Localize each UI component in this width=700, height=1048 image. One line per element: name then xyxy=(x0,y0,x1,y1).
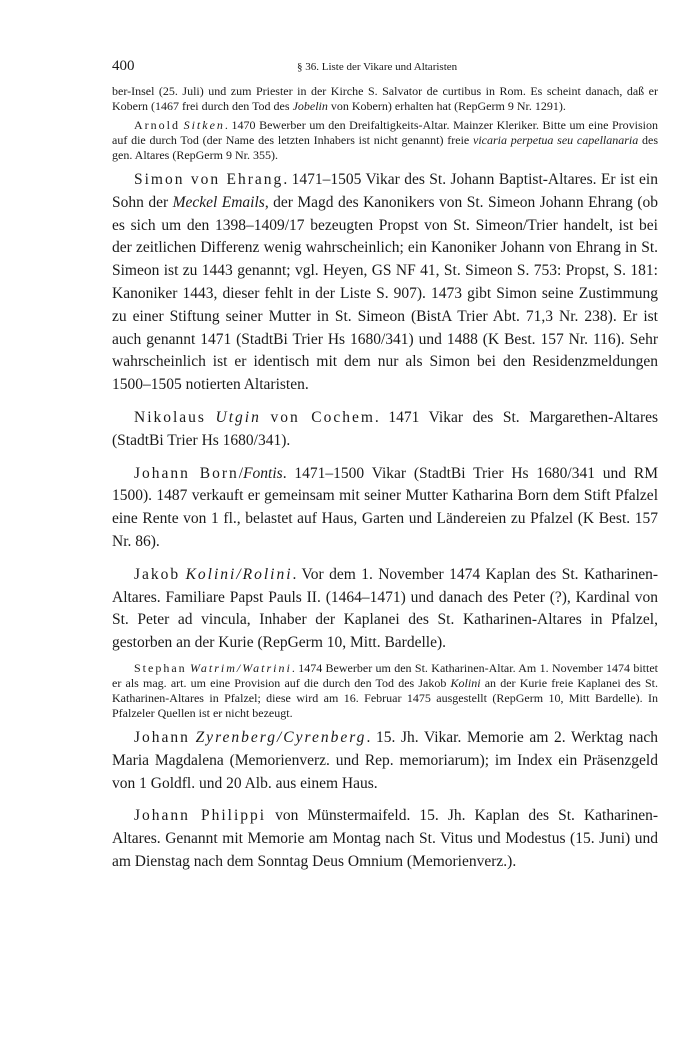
entry-name: Johann Philippi xyxy=(134,807,267,825)
italic-term: vicaria perpetua seu capellanaria xyxy=(473,133,639,147)
entry-paragraph xyxy=(112,661,658,721)
entry-text: von Kobern) erhalten hat (RepGerm 9 Nr. 1291). xyxy=(327,99,566,113)
entry-name: Jakob xyxy=(134,565,181,583)
italic-term: Jobelin xyxy=(292,99,328,113)
entry-surname: Sitken xyxy=(183,118,225,132)
entry-text: . 15. Jh. Vikar. Memorie am 2. Werktag nach Maria Magdalena (Memorienverz. und Rep. memoriarum); im Index ein Präsenzgeld von 1 Goldfl. und 20 Alb. aus einem Haus. xyxy=(112,728,658,792)
entry-surname: Watrim/Watrini xyxy=(190,660,292,675)
entry-paragraph xyxy=(112,84,658,114)
entry-surname: Utgin xyxy=(215,408,261,426)
page-number: 400 xyxy=(112,58,135,74)
entry-text: von Münstermaifeld. 15. Jh. Kaplan des St. Katharinen-Altares. Genannt mit Memorie am Montag nach St. Vitus und Modestus (15. Juni) und am Dienstag nach dem Sonntag Deus Omnium (Memorienverz.). xyxy=(112,807,658,870)
entry-text: . 1470 Bewerber um den Dreifaltigkeits-Altar. Mainzer Kleriker. Bitte um eine Provision auf die durch Tod (der Name des letzten Inhabers ist nicht genannt) freie xyxy=(112,118,658,147)
entry-surname: Kolini/Rolini xyxy=(185,565,293,583)
entry-paragraph xyxy=(112,407,658,453)
book-page xyxy=(112,58,658,874)
entry-surname: Zyrenberg/Cyrenberg xyxy=(195,728,367,746)
entry-paragraph xyxy=(112,169,658,397)
entry-paragraph xyxy=(112,118,658,163)
entry-name: Johann xyxy=(134,728,190,746)
entry-name: Simon von Ehrang xyxy=(134,171,284,188)
page-header xyxy=(112,58,658,78)
italic-term: Fontis xyxy=(243,464,283,482)
entry-text: . 1471 Vikar des St. Margarethen-Altares (StadtBi Trier Hs 1680/341). xyxy=(112,408,659,449)
entry-text: . 1474 Bewerber um den St. Katharinen-Altar. Am 1. November 1474 bittet er als mag. art. um eine Provision auf die durch den Tod des Jakob xyxy=(112,660,658,690)
entry-paragraph xyxy=(112,727,658,795)
italic-term: Kolini xyxy=(450,675,481,690)
entry-text: . 1471–1500 Vikar (StadtBi Trier Hs 1680/341 und RM 1500). 1487 verkauft er gemeinsam mit seiner Mutter Katharina Born dem Stift Pfalzel eine Rente von 1 fl., belastet auf Haus, Garten und Ländereien zu Pfalzel (K Best. 157 Nr. 86). xyxy=(112,464,658,550)
entry-name: Johann Born xyxy=(134,464,239,482)
entry-text: . 1471–1505 Vikar des St. Johann Baptist-Altares. Er ist ein Sohn der xyxy=(112,171,658,211)
entry-paragraph xyxy=(112,564,658,655)
entry-paragraph xyxy=(112,463,658,554)
entry-text: des gen. Altares (RepGerm 9 Nr. 355). xyxy=(112,133,659,162)
entry-text: an der Kurie freie Kaplanei des St. Katharinen-Altares in Pfalzel; diese wird am 16. Februar 1475 ausgestellt (RepGerm 10, Mitt Bardelle). In Pfalzeler Quellen ist er nicht bezeugt. xyxy=(112,675,659,720)
entry-name: von Cochem xyxy=(270,408,375,426)
entry-text: / xyxy=(238,464,244,482)
entry-text xyxy=(261,409,271,426)
entry-name: Arnold xyxy=(134,118,180,132)
entry-name: Stephan xyxy=(134,660,187,675)
entry-text: , der Magd des Kanonikers von St. Simeon Johann Ehrang (ob es sich um den 1398–1409/17 bezeugten Propst von St. Simeon/Trier handelt, ist bei der zeitlichen Differenz wenig wahrscheinlich; ein Kanoniker Johann von Ehrang in St. Simeon ist zu 1443 genannt; vgl. Heyen, GS NF 41, St. Simeon S. 753: Propst, S. 181: Kanoniker 1443, dieser fehlt in der Liste S. 907). 1473 gibt Simon seine Zustimmung zu einer Stiftung seiner Mutter in St. Simeon (BistA Trier Abt. 71,3 Nr. 238). Er ist auch genannt 1471 (StadtBi Trier Hs 1680/341) und 1488 (K Best. 157 Nr. 116). Sehr wahrscheinlich ist er identisch mit dem nur als Simon bei den Residenzmeldungen 1500–1505 notierten Altaristen. xyxy=(112,193,658,394)
entry-text: . Vor dem 1. November 1474 Kaplan des St. Katharinen-Altares. Familiare Papst Pauls II. (1464–1471) und danach des Peter (?), Kardinal von St. Peter ad vincula, Inhaber der Kaplanei des St. Katharinen-Altares in Pfalzel, gestorben an der Kurie (RepGerm 10, Mitt. Bardelle). xyxy=(112,565,658,652)
italic-term: Meckel Emails xyxy=(172,193,265,211)
entry-list xyxy=(112,84,658,874)
entry-name: Nikolaus xyxy=(134,408,206,426)
entry-text: ber-Insel (25. Juli) und zum Priester in der Kirche S. Salvator de curtibus in Rom. Es scheint danach, daß er Kobern (1467 frei durch den Tod des xyxy=(112,84,658,113)
entry-paragraph xyxy=(112,805,658,873)
running-title: § 36. Liste der Vikare und Altaristen xyxy=(297,61,458,73)
entry-text xyxy=(206,409,216,426)
